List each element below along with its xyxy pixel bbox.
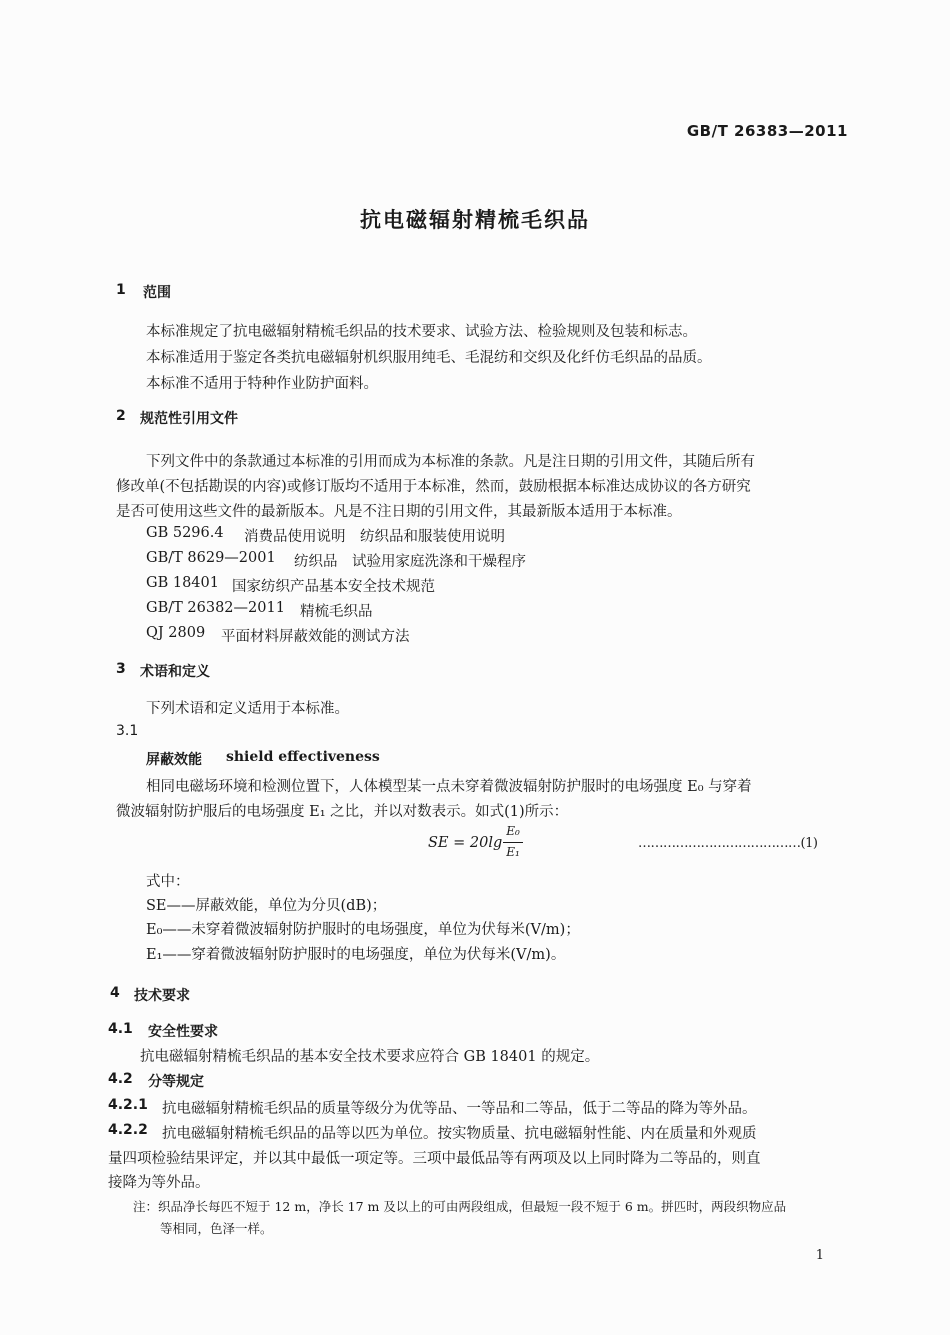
section-2-intro-line: 是否可使用这些文件的最新版本。凡是不注日期的引用文件，其最新版本适用于本标准。 xyxy=(116,504,682,520)
subsection-4-2-heading: 分等规定 xyxy=(148,1074,204,1090)
definition-line: 相同电磁场环境和检测位置下，人体模型某一点未穿着微波辐射防护服时的电场强度 E₀ 与穿着 xyxy=(146,779,752,795)
where-item: E₁——穿着微波辐射防护服时的电场强度，单位为伏每米(V/m)。 xyxy=(146,947,566,963)
reference-title: 消费品使用说明 纺织品和服装使用说明 xyxy=(244,529,505,545)
reference-title: 纺织品 试验用家庭洗涤和干燥程序 xyxy=(294,554,526,570)
subsection-3-1-number: 3.1 xyxy=(116,723,139,739)
reference-title: 平面材料屏蔽效能的测试方法 xyxy=(221,629,410,645)
clause-4-2-1-text: 抗电磁辐射精梳毛织品的质量等级分为优等品、一等品和二等品，低于二等品的降为等外品。 xyxy=(162,1101,757,1117)
section-3-number: 3 xyxy=(116,661,126,677)
reference-title: 国家纺织产品基本安全技术规范 xyxy=(232,579,435,595)
note-line: 等相同，色泽一样。 xyxy=(160,1221,273,1236)
reference-code: GB 18401 xyxy=(146,575,219,591)
reference-title: 精梳毛织品 xyxy=(300,604,373,620)
section-1-paragraph: 本标准不适用于特种作业防护面料。 xyxy=(146,376,378,392)
term-english: shield effectiveness xyxy=(226,749,380,765)
section-3-intro: 下列术语和定义适用于本标准。 xyxy=(146,701,349,717)
note-line: 注：织品净长每匹不短于 12 m，净长 17 m 及以上的可由两段组成，但最短一段不短于 6 m。拼匹时，两段织物应品 xyxy=(133,1199,787,1214)
section-2-number: 2 xyxy=(116,408,126,424)
subsection-4-1-text: 抗电磁辐射精梳毛织品的基本安全技术要求应符合 GB 18401 的规定。 xyxy=(140,1049,600,1065)
section-1-paragraph: 本标准规定了抗电磁辐射精梳毛织品的技术要求、试验方法、检验规则及包装和标志。 xyxy=(146,324,697,340)
formula-lhs: SE = 20lg xyxy=(428,835,503,851)
subsection-4-1-number: 4.1 xyxy=(108,1021,133,1037)
clause-4-2-1-number: 4.2.1 xyxy=(108,1097,148,1113)
clause-4-2-2-text: 量四项检验结果评定，并以其中最低一项定等。三项中最低品等有两项及以上同时降为二等品的，则直 xyxy=(108,1151,761,1167)
formula-tag: …………………………………(1) xyxy=(638,836,818,851)
clause-4-2-2-text: 接降为等外品。 xyxy=(108,1175,210,1191)
reference-code: QJ 2809 xyxy=(146,625,206,641)
clause-4-2-2-text: 抗电磁辐射精梳毛织品的品等以匹为单位。按实物质量、抗电磁辐射性能、内在质量和外观质 xyxy=(162,1126,757,1142)
where-item: SE——屏蔽效能，单位为分贝(dB)； xyxy=(146,898,387,914)
reference-code: GB/T 26382—2011 xyxy=(146,600,285,616)
section-2-intro-line: 修改单(不包括勘误的内容)或修订版均不适用于本标准，然而，鼓励根据本标准达成协议的各方研究 xyxy=(116,479,751,495)
clause-4-2-2-number: 4.2.2 xyxy=(108,1122,148,1138)
fraction-line xyxy=(503,842,523,843)
formula-denominator: E₁ xyxy=(506,845,520,859)
section-1-paragraph: 本标准适用于鉴定各类抗电磁辐射机织服用纯毛、毛混纺和交织及化纤仿毛织品的品质。 xyxy=(146,350,712,366)
where-item: E₀——未穿着微波辐射防护服时的电场强度，单位为伏每米(V/m)； xyxy=(146,922,580,938)
section-2-intro-line: 下列文件中的条款通过本标准的引用而成为本标准的条款。凡是注日期的引用文件，其随后所有 xyxy=(146,454,755,470)
term-chinese: 屏蔽效能 xyxy=(146,752,202,768)
section-1-number: 1 xyxy=(116,282,126,298)
page-number: 1 xyxy=(815,1248,824,1263)
subsection-4-1-heading: 安全性要求 xyxy=(148,1024,218,1040)
formula-numerator: E₀ xyxy=(506,824,520,838)
section-3-heading: 术语和定义 xyxy=(140,664,210,680)
section-2-heading: 规范性引用文件 xyxy=(140,411,238,427)
where-label: 式中： xyxy=(146,874,190,890)
section-4-number: 4 xyxy=(110,985,120,1001)
section-1-heading: 范围 xyxy=(143,285,171,301)
document-title: 抗电磁辐射精梳毛织品 xyxy=(360,208,590,232)
section-4-heading: 技术要求 xyxy=(134,988,190,1004)
reference-code: GB/T 8629—2001 xyxy=(146,550,276,566)
definition-line: 微波辐射防护服后的电场强度 E₁ 之比，并以对数表示。如式(1)所示： xyxy=(116,804,569,820)
standard-number: GB/T 26383—2011 xyxy=(686,122,848,140)
reference-code: GB 5296.4 xyxy=(146,525,224,541)
subsection-4-2-number: 4.2 xyxy=(108,1071,133,1087)
